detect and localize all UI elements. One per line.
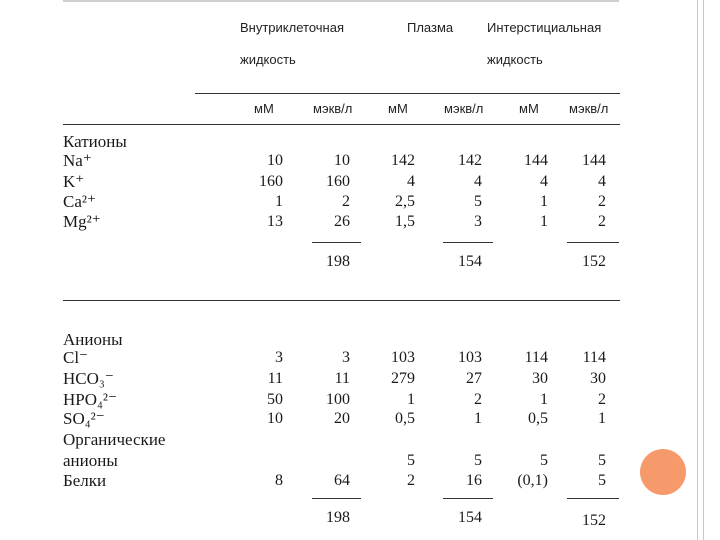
table-cell: 11: [267, 370, 283, 387]
table-cell: 27: [466, 370, 482, 387]
table-cell: 0,5: [395, 410, 415, 427]
header-intracellular-line1: Внутриклеточная: [240, 20, 344, 35]
header-interstitial-line2: жидкость: [487, 52, 543, 67]
subtotal-rule: [443, 242, 493, 243]
table-cell: 1: [540, 193, 548, 210]
table-cell: 5: [474, 193, 482, 210]
cations-total-intracellular: 198: [326, 253, 350, 270]
table-cell: 114: [582, 349, 606, 366]
table-cell: 8: [275, 472, 283, 489]
subtotal-rule: [443, 498, 493, 499]
table-cell: (0,1): [517, 472, 548, 489]
slide-border-left: [697, 0, 698, 540]
header-plasma: Плазма: [407, 20, 454, 35]
table-cell: 30: [532, 370, 548, 387]
table-cell: 2: [598, 391, 606, 408]
table-cell: 5: [598, 452, 606, 469]
table-cell: 16: [466, 472, 482, 489]
row-label: Органические: [63, 430, 166, 449]
row-label: Mg²⁺: [63, 212, 101, 231]
table-cell: 4: [474, 173, 482, 190]
row-label: HCO₃⁻: [63, 369, 114, 388]
unit-cell: мэкв/л: [444, 101, 484, 116]
subtotal-rule: [312, 242, 361, 243]
subtotal-rule: [567, 498, 619, 499]
row-label: Белки: [63, 471, 107, 490]
table-cell: 3: [275, 349, 283, 366]
table-cell: 160: [259, 173, 283, 190]
table-cell: 2: [342, 193, 350, 210]
table-cell: 2: [598, 193, 606, 210]
table-cell: 142: [391, 152, 415, 169]
table-cell: 5: [474, 452, 482, 469]
table-cell: 1: [275, 193, 283, 210]
table-cell: 10: [267, 410, 283, 427]
cations-total-plasma: 154: [458, 253, 482, 270]
unit-cell: мМ: [254, 101, 274, 116]
row-label: Ca²⁺: [63, 192, 96, 211]
anions-total-interstitial: 152: [582, 512, 606, 529]
anions-total-plasma: 154: [458, 509, 482, 526]
table-cell: 1: [474, 410, 482, 427]
table-cell: 0,5: [528, 410, 548, 427]
table-cell: 26: [334, 213, 350, 230]
table-cell: 4: [407, 173, 415, 190]
section-title-cations: Катионы: [63, 132, 127, 151]
subtotal-rule: [567, 242, 619, 243]
unit-cell: мМ: [388, 101, 408, 116]
table-cell: 3: [474, 213, 482, 230]
table-cell: 5: [407, 452, 415, 469]
table-cell: 114: [524, 349, 548, 366]
unit-cell: мМ: [519, 101, 539, 116]
row-label: K⁺: [63, 172, 85, 191]
table-cell: 144: [524, 152, 548, 169]
top-rule: [63, 0, 619, 2]
table-cell: 10: [267, 152, 283, 169]
table-cell: 144: [582, 152, 606, 169]
section-title-anions: Анионы: [63, 330, 123, 349]
table-cell: 1: [540, 391, 548, 408]
table-cell: 103: [391, 349, 415, 366]
table-cell: 30: [590, 370, 606, 387]
table-cell: 3: [342, 349, 350, 366]
unit-cell: мэкв/л: [569, 101, 609, 116]
table-cell: 2,5: [395, 193, 415, 210]
accent-circle: [640, 449, 686, 495]
table-cell: 13: [267, 213, 283, 230]
row-label: SO₄²⁻: [63, 409, 105, 428]
table-cell: 1: [598, 410, 606, 427]
table-cell: 50: [267, 391, 283, 408]
table-cell: 20: [334, 410, 350, 427]
table-cell: 64: [334, 472, 350, 489]
table-cell: 5: [540, 452, 548, 469]
row-label: анионы: [63, 451, 118, 470]
slide-border-right: [703, 0, 704, 540]
section-divider: [63, 300, 620, 301]
table-cell: 160: [326, 173, 350, 190]
table-cell: 1: [540, 213, 548, 230]
cations-total-interstitial: 152: [582, 253, 606, 270]
row-label: Cl⁻: [63, 348, 89, 367]
row-label: Na⁺: [63, 151, 92, 170]
subtotal-rule: [312, 498, 361, 499]
table-cell: 142: [458, 152, 482, 169]
header-rule: [195, 93, 620, 94]
table-cell: 279: [391, 370, 415, 387]
table-cell: 2: [474, 391, 482, 408]
table-cell: 11: [334, 370, 350, 387]
unit-cell: мэкв/л: [313, 101, 353, 116]
header-intracellular-line2: жидкость: [240, 52, 296, 67]
table-cell: 103: [458, 349, 482, 366]
anions-total-intracellular: 198: [326, 509, 350, 526]
table-cell: 2: [598, 213, 606, 230]
units-rule: [63, 124, 620, 125]
table-cell: 2: [407, 472, 415, 489]
row-label: HPO₄²⁻: [63, 390, 118, 409]
table-cell: 4: [540, 173, 548, 190]
table-cell: 4: [598, 173, 606, 190]
table-cell: 1,5: [395, 213, 415, 230]
table-cell: 10: [334, 152, 350, 169]
table-cell: 100: [326, 391, 350, 408]
header-interstitial-line1: Интерстициальная: [487, 20, 602, 35]
table-cell: 5: [598, 472, 606, 489]
table-cell: 1: [407, 391, 415, 408]
